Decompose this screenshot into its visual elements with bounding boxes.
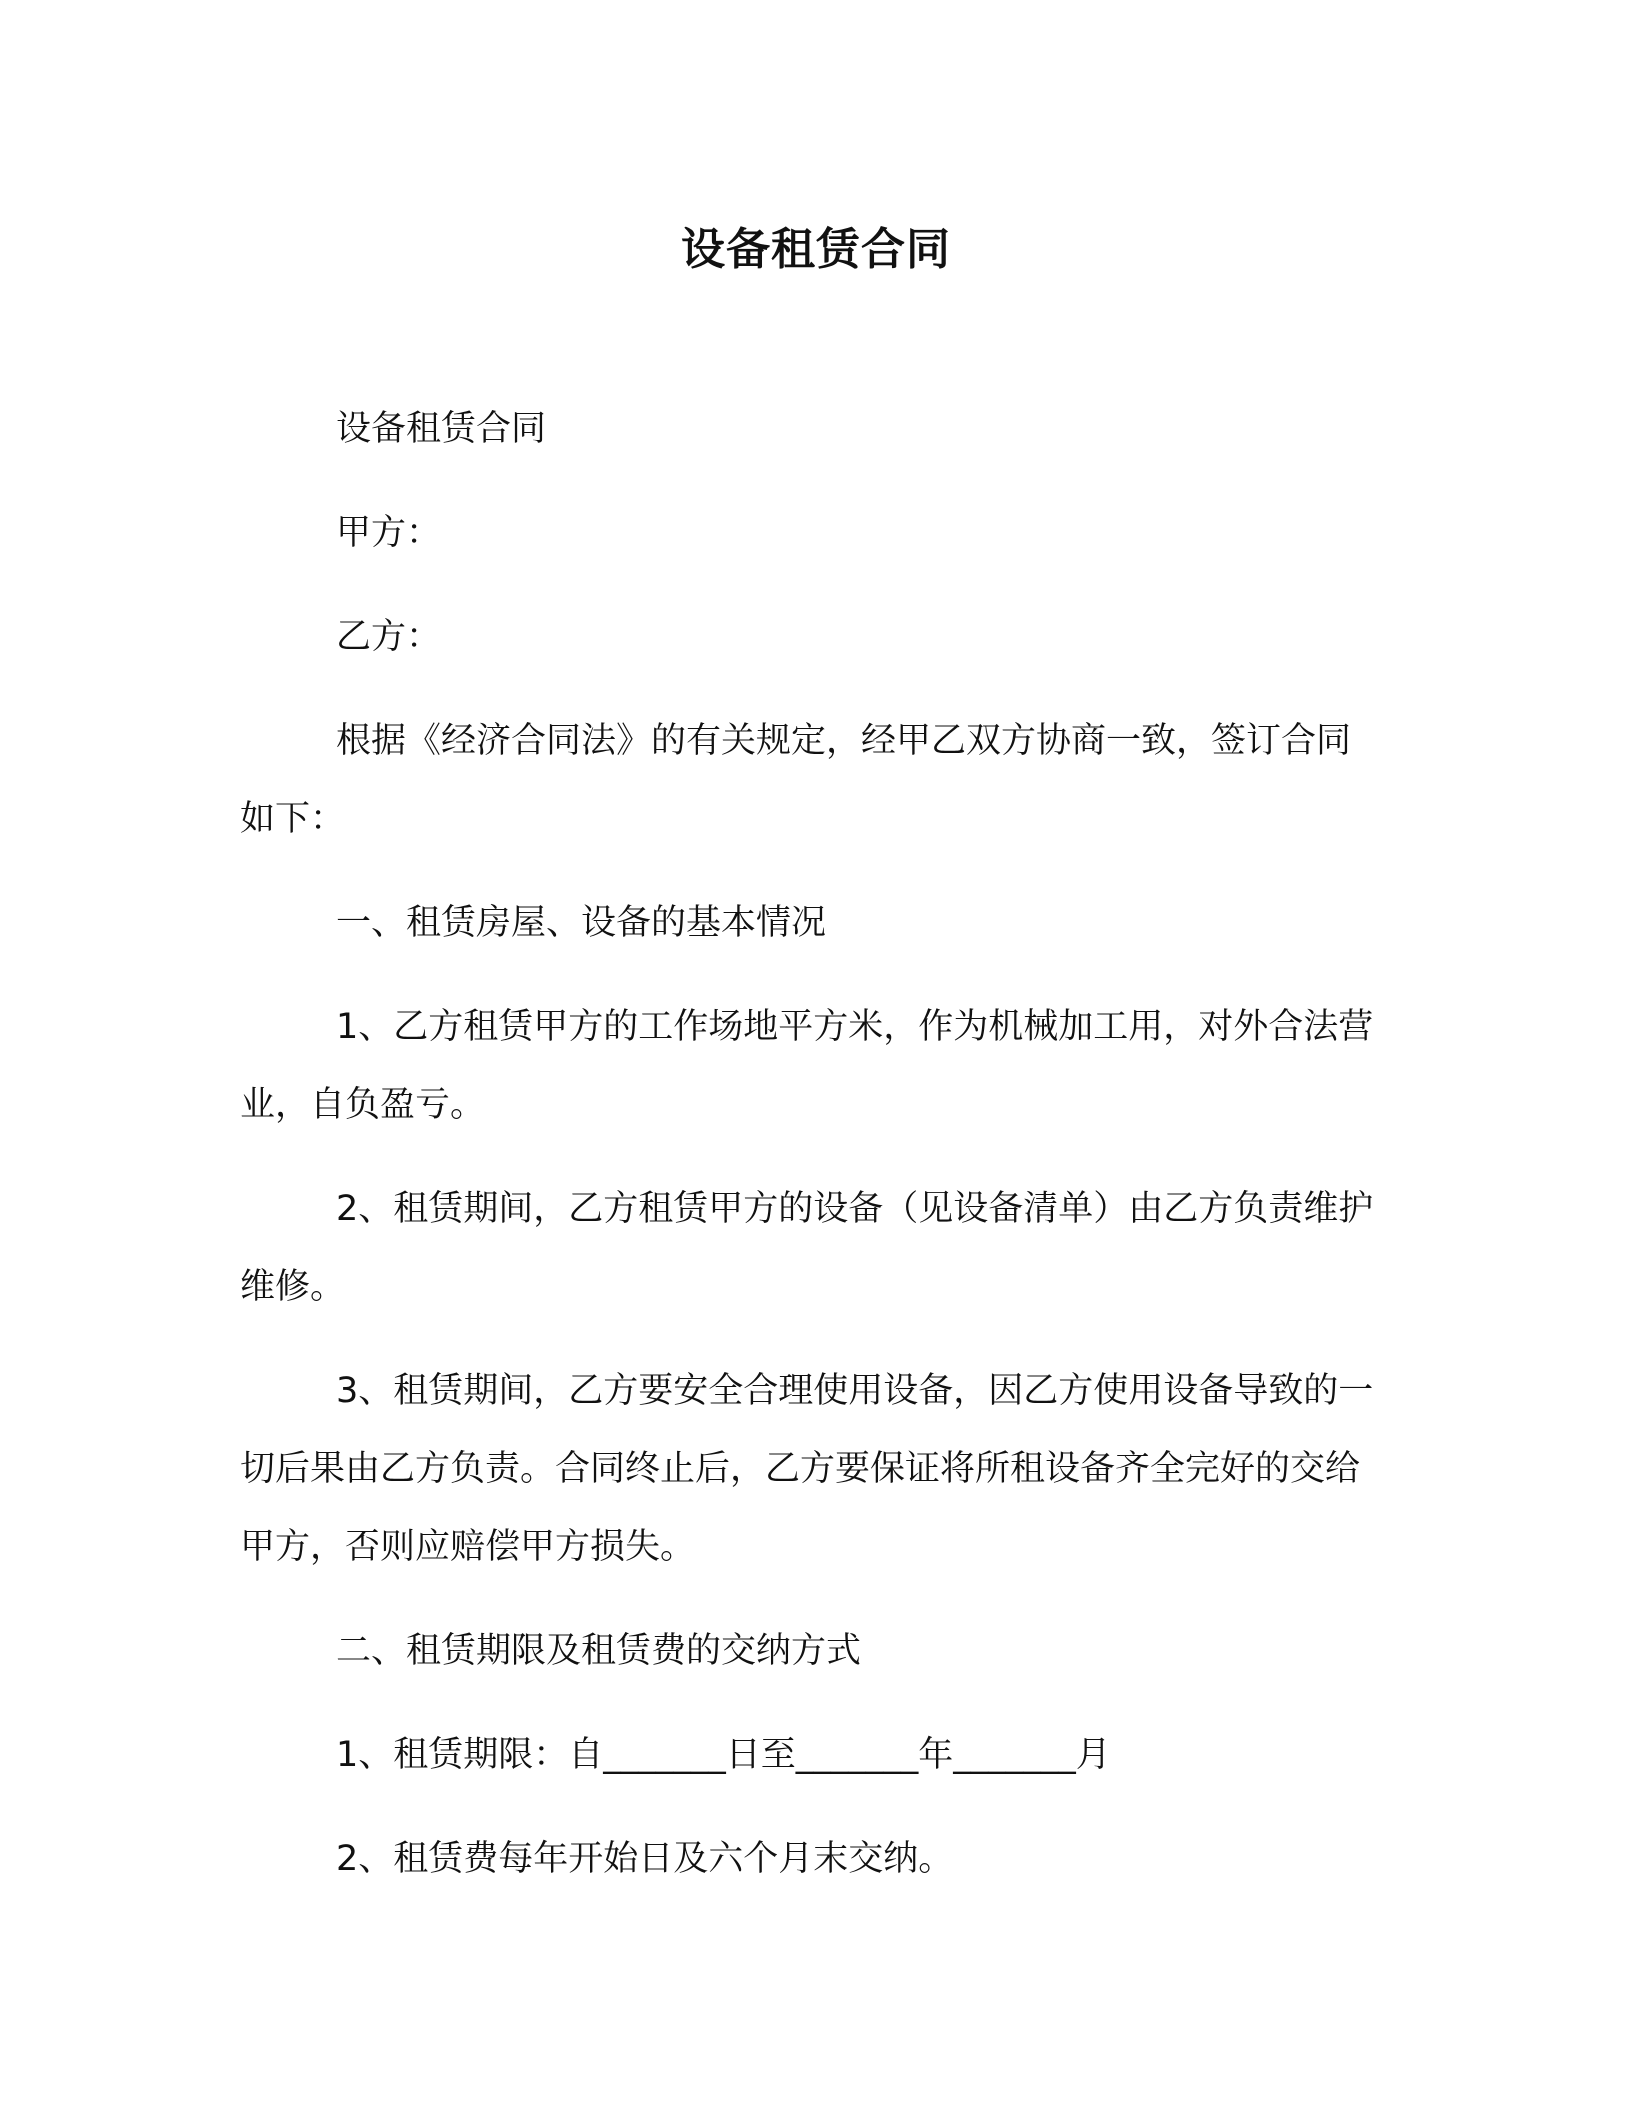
paragraph-preamble: 根据《经济合同法》的有关规定，经甲乙双方协商一致，签订合同如下： [240,721,1352,839]
clause-1-2: 2、租赁期间，乙方租赁甲方的设备（见设备清单）由乙方负责维护维修。 [240,1189,1374,1307]
clause-1-1: 1、乙方租赁甲方的工作场地平方米，作为机械加工用，对外合法营业，自负盈亏。 [240,1007,1374,1125]
section-heading-1: 一、租赁房屋、设备的基本情况 [336,903,827,943]
paragraph-party-b: 乙方： [336,617,442,657]
clause-2-2: 2、租赁费每年开始日及六个月末交纳。 [336,1839,954,1879]
paragraph-party-a: 甲方： [336,513,442,553]
clause-2-1: 1、租赁期限：自_______日至_______年_______月 [336,1735,1111,1775]
section-heading-2: 二、租赁期限及租赁费的交纳方式 [336,1631,862,1671]
document-body [240,390,1380,1924]
clause-1-3: 3、租赁期间，乙方要安全合理使用设备，因乙方使用设备导致的一切后果由乙方负责。合同终止后，乙方要保证将所租设备齐全完好的交给甲方，否则应赔偿甲方损失。 [240,1371,1374,1567]
paragraph-heading: 设备租赁合同 [336,409,547,449]
document-title: 设备租赁合同 [681,224,951,275]
